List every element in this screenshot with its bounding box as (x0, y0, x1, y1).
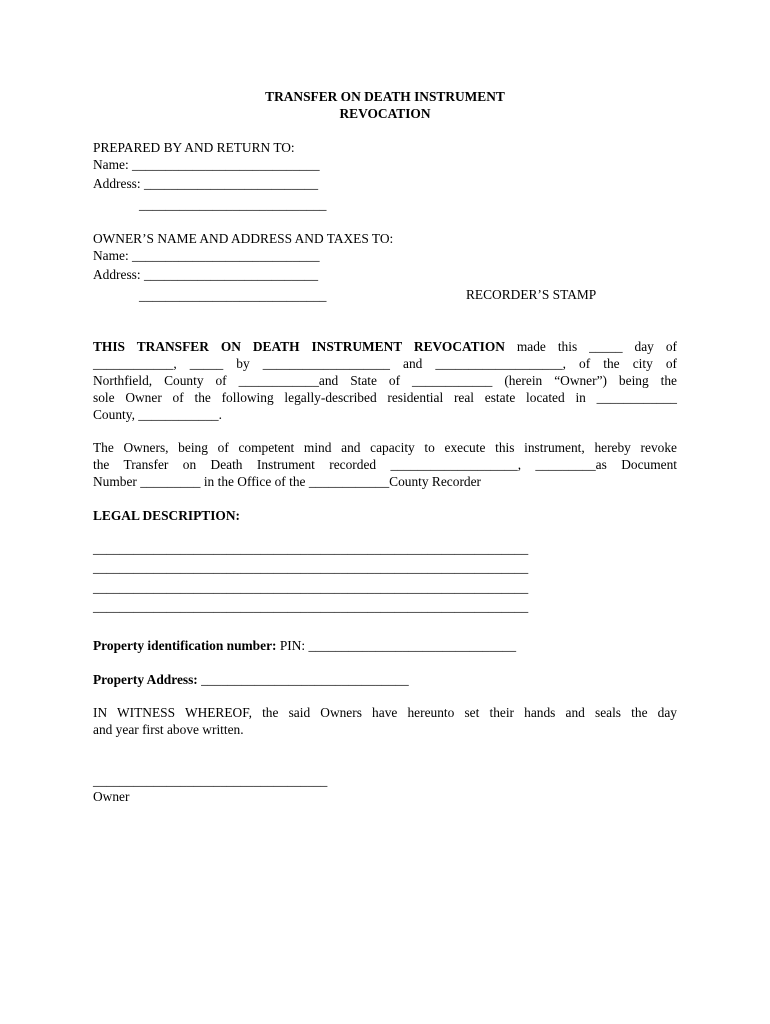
witness-paragraph (93, 704, 677, 738)
document-title-line1: TRANSFER ON DEATH INSTRUMENT (265, 89, 505, 104)
pin-label: Property identification number: (93, 638, 277, 653)
legal-description-line: _________________________________________________________________ (93, 560, 529, 575)
owner-address-field: Address: __________________________ (93, 267, 319, 282)
legal-description-heading: LEGAL DESCRIPTION: (93, 508, 240, 523)
prepared-address-field: Address: __________________________ (93, 176, 319, 191)
property-address-label: Property Address: (93, 672, 198, 687)
pin-field: PIN: _______________________________ (276, 638, 517, 653)
prepared-name-field: Name: ____________________________ (93, 157, 320, 172)
para1-line1 (93, 338, 677, 355)
recorders-stamp-label: RECORDER’S STAMP (466, 287, 597, 302)
owner-heading: OWNER’S NAME AND ADDRESS AND TAXES TO: (93, 231, 394, 246)
legal-description-line: _________________________________________________________________ (93, 541, 529, 556)
prepared-address-line2: ____________________________ (139, 197, 327, 212)
para1-lead: THIS TRANSFER ON DEATH INSTRUMENT REVOCATION (93, 339, 505, 354)
para1-line5: County, ____________. (93, 407, 222, 422)
owners-revoke-paragraph (93, 439, 677, 490)
para2-line3: Number _________ in the Office of the ____________County Recorder (93, 474, 482, 489)
owner-name-field: Name: ____________________________ (93, 248, 320, 263)
para1-line1-rest: made this _____ day of (504, 339, 677, 354)
property-address-field: _______________________________ (197, 672, 409, 687)
para2-line1: The Owners, being of competent mind and capacity to execute this instrument, hereby revoke (93, 440, 677, 455)
revocation-paragraph (93, 338, 677, 423)
para1-line4: sole Owner of the following legally-described residential real estate located in ____________ (93, 390, 677, 405)
legal-description-line: _________________________________________________________________ (93, 580, 529, 595)
para1-line3: Northfield, County of ____________and State of ____________ (herein “Owner”) being the (93, 373, 677, 388)
para2-line2: the Transfer on Death Instrument recorded ___________________, _________as Document (93, 457, 677, 472)
pin-row (93, 637, 516, 654)
signature-line: ___________________________________ (93, 773, 328, 788)
witness-line2: and year first above written. (93, 722, 244, 737)
legal-description-line: _________________________________________________________________ (93, 599, 529, 614)
signature-owner-label: Owner (93, 789, 130, 804)
prepared-heading: PREPARED BY AND RETURN TO: (93, 140, 295, 155)
para1-line2: ____________, _____ by ___________________ and ___________________, of the city of (93, 356, 677, 371)
property-address-row (93, 671, 409, 688)
owner-address-line2: ____________________________ (139, 288, 327, 303)
witness-line1: IN WITNESS WHEREOF, the said Owners have hereunto set their hands and seals the day (93, 705, 677, 720)
document-title-line2: REVOCATION (339, 106, 431, 121)
